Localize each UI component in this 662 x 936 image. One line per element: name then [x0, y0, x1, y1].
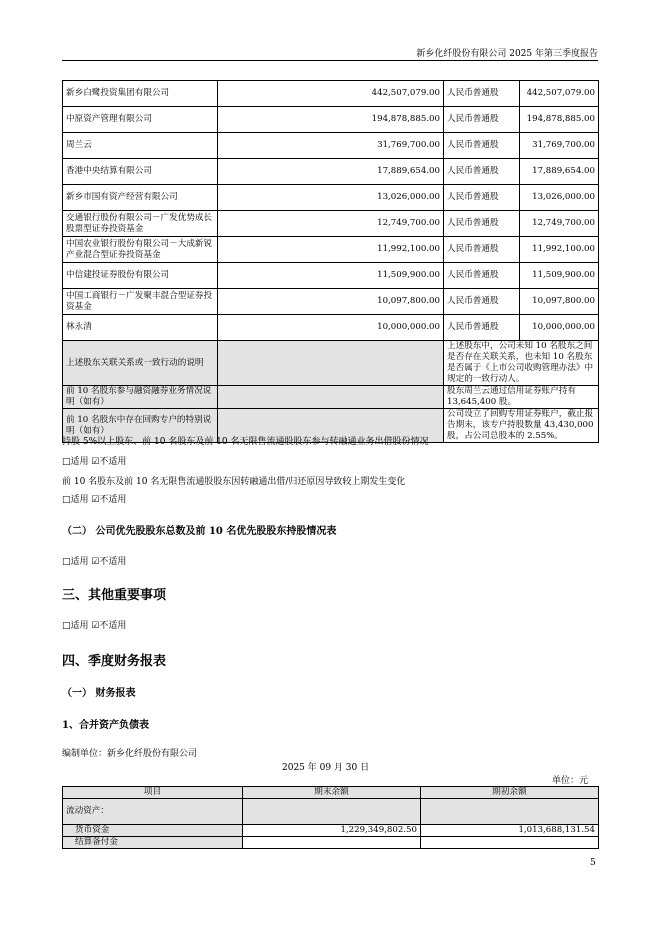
header-rule	[62, 60, 598, 61]
share-type: 人民币普通股	[444, 81, 520, 107]
shares-held: 11,992,100.00	[218, 237, 444, 263]
paragraph-lending: 持股 5%以上股东、前 10 名股东及前 10 名无限售流通股股东参与转融通业务出借股份情况	[62, 437, 429, 447]
table-row	[63, 211, 599, 237]
shareholder-name: 新乡市国有资产经营有限公司	[63, 185, 218, 211]
note-label: 上述股东关联关系或一致行动的说明	[63, 341, 218, 386]
end-cell	[243, 799, 421, 825]
shareholder-name: 香港中央结算有限公司	[63, 159, 218, 185]
balance-sheet-table	[62, 786, 599, 849]
page-number: 5	[590, 858, 596, 868]
share-type: 人民币普通股	[444, 107, 520, 133]
section-heading: 三、其他重要事项	[62, 588, 167, 603]
begin-cell: 1,013,688,131.54	[421, 825, 599, 837]
column-header: 期初余额	[421, 787, 599, 799]
note-label: 前 10 名股东中存在回购专户的特别说明（如有）	[63, 409, 218, 443]
share-type: 人民币普通股	[444, 315, 520, 341]
share-quantity: 17,889,654.00	[520, 159, 599, 185]
table-header-row	[63, 787, 599, 799]
shareholder-name: 周兰云	[63, 133, 218, 159]
table-row	[63, 185, 599, 211]
share-quantity: 12,749,700.00	[520, 211, 599, 237]
share-quantity: 10,097,800.00	[520, 289, 599, 315]
shareholder-name: 中国农业银行股份有限公司－大成新锐产业混合型证券投资基金	[63, 237, 218, 263]
share-type: 人民币普通股	[444, 133, 520, 159]
note-label: 前 10 名股东参与融资融券业务情况说明（如有）	[63, 386, 218, 409]
shares-held: 31,769,700.00	[218, 133, 444, 159]
shares-held: 10,097,800.00	[218, 289, 444, 315]
column-header: 项目	[63, 787, 243, 799]
table-row	[63, 837, 599, 849]
note-text: 上述股东中，公司未知 10 名股东之间是否存在关联关系，也未知 10 名股东是否属于《上市公司收购管理办法》中规定的一致行动人。	[444, 341, 599, 386]
shares-held: 10,000,000.00	[218, 315, 444, 341]
section-heading: 四、季度财务报表	[62, 654, 167, 669]
end-cell	[243, 837, 421, 849]
shares-held: 442,507,079.00	[218, 81, 444, 107]
compiling-unit: 编制单位：新乡化纤股份有限公司	[62, 749, 198, 759]
applicability: □适用 ☑不适用	[62, 557, 127, 567]
currency-unit: 单位：元	[552, 776, 589, 786]
item-cell: 货币资金	[63, 825, 243, 837]
note-text: 股东周兰云通过信用证券账户持有 13,645,400 股。	[444, 386, 599, 409]
table-row	[63, 315, 599, 341]
item-cell: 结算备付金	[63, 837, 243, 849]
shareholder-name: 交通银行股份有限公司－广发优势成长股票型证券投资基金	[63, 211, 218, 237]
table-row	[63, 799, 599, 825]
share-type: 人民币普通股	[444, 211, 520, 237]
shareholders-table	[62, 80, 599, 443]
share-type: 人民币普通股	[444, 159, 520, 185]
shares-held: 13,026,000.00	[218, 185, 444, 211]
table-row	[63, 81, 599, 107]
share-quantity: 13,026,000.00	[520, 185, 599, 211]
share-type: 人民币普通股	[444, 263, 520, 289]
begin-cell	[421, 799, 599, 825]
section-heading: （一） 财务报表	[62, 688, 136, 699]
page-header: 新乡化纤股份有限公司 2025 年第三季度报告	[416, 49, 598, 59]
column-header: 期末余额	[243, 787, 421, 799]
table-row	[63, 133, 599, 159]
shares-held: 11,509,900.00	[218, 263, 444, 289]
table-row	[63, 263, 599, 289]
table-row	[63, 825, 599, 837]
note-row	[63, 341, 599, 386]
note-row	[63, 386, 599, 409]
section-heading: 1、合并资产负债表	[62, 720, 149, 731]
table-row	[63, 289, 599, 315]
applicability: □适用 ☑不适用	[62, 495, 127, 505]
end-cell: 1,229,349,802.50	[243, 825, 421, 837]
shares-held: 194,878,885.00	[218, 107, 444, 133]
share-quantity: 11,509,900.00	[520, 263, 599, 289]
shares-held: 12,749,700.00	[218, 211, 444, 237]
share-type: 人民币普通股	[444, 185, 520, 211]
applicability: □适用 ☑不适用	[62, 621, 127, 631]
share-type: 人民币普通股	[444, 237, 520, 263]
note-text: 公司设立了回购专用证券账户，截止报告期末，该专户持股数量 43,430,000 股，占公司总股本的 2.55%。	[444, 409, 599, 443]
shareholder-name: 新乡白鹭投资集团有限公司	[63, 81, 218, 107]
shareholder-name: 中国工商银行－广发聚丰混合型证券投资基金	[63, 289, 218, 315]
share-quantity: 442,507,079.00	[520, 81, 599, 107]
share-quantity: 10,000,000.00	[520, 315, 599, 341]
share-quantity: 31,769,700.00	[520, 133, 599, 159]
item-cell: 流动资产：	[63, 799, 243, 825]
section-heading: （二） 公司优先股股东总数及前 10 名优先股股东持股情况表	[62, 526, 337, 537]
report-date: 2025 年 09 月 30 日	[282, 763, 370, 773]
share-quantity: 11,992,100.00	[520, 237, 599, 263]
applicability: □适用 ☑不适用	[62, 457, 127, 467]
paragraph-change: 前 10 名股东及前 10 名无限售流通股股东因转融通出借/归还原因导致较上期发生变化	[62, 477, 406, 487]
share-type: 人民币普通股	[444, 289, 520, 315]
table-row	[63, 237, 599, 263]
shareholder-name: 中信建投证券股份有限公司	[63, 263, 218, 289]
table-row	[63, 159, 599, 185]
shareholder-name: 林永清	[63, 315, 218, 341]
share-quantity: 194,878,885.00	[520, 107, 599, 133]
begin-cell	[421, 837, 599, 849]
table-row	[63, 107, 599, 133]
shareholder-name: 中原资产管理有限公司	[63, 107, 218, 133]
shares-held: 17,889,654.00	[218, 159, 444, 185]
